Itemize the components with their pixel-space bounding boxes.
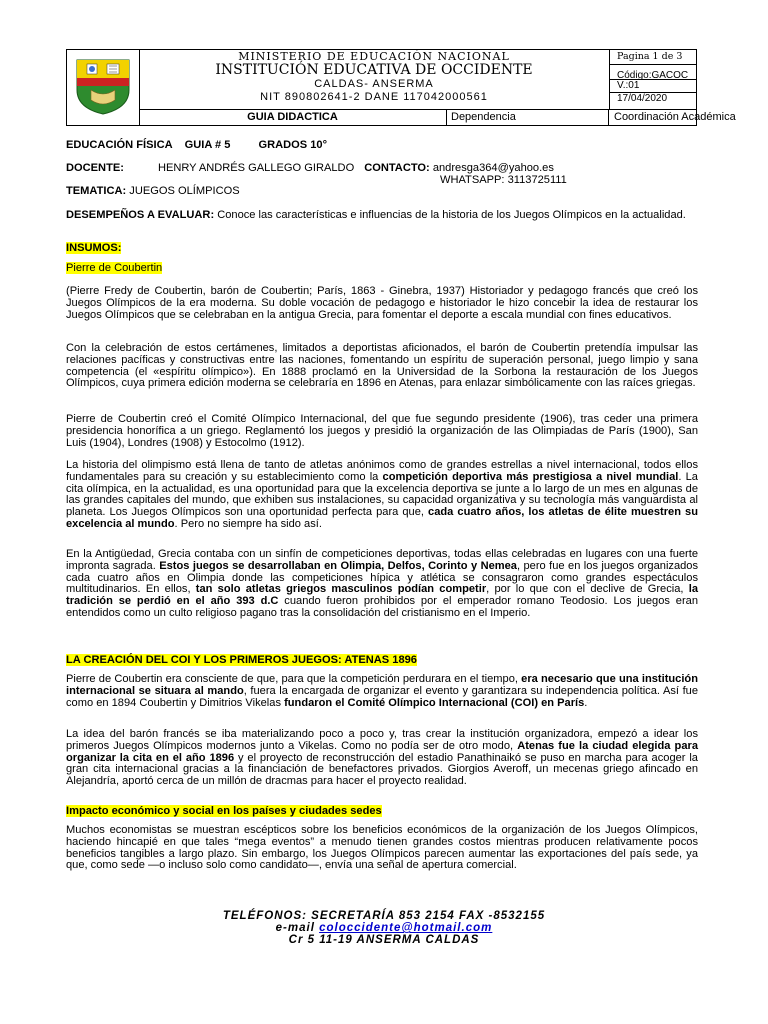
- p7-text: La idea del barón francés se iba materializando poco a poco y, tras crear la institución organizadora, empezó a idear los primeros Juegos Olímpicos modernos junto a Vikelas. Como no podía ser de otro modo,: [66, 728, 698, 752]
- guide-number: GUIA # 5: [184, 139, 231, 151]
- p6-text: Pierre de Coubertin era consciente de que, para que la competición perdurara en el tiempo,: [66, 673, 522, 685]
- p7-bold: Atenas fue la ciudad elegida para organizar la cita en el año 1896: [66, 739, 698, 764]
- paragraph-2: Con la celebración de estos certámenes, limitados a deportistas aficionados, el barón de Coubertin pretendía impulsar las relaciones pacíficas y constructivas entre las naciones, fomentando un espíritu de superación personal, juego limpio y sana competencia (el «espíritu olímpico»). En 1888 proclamó en la Universidad de la Sorbona la restauración de los Juegos Olímpicos, cuya primera edición moderna se celebraría en 1896 en Atenas, para enlazar simbólicamente con las raíces griegas.: [66, 342, 698, 390]
- p4-text: . Pero no siempre ha sido así.: [174, 517, 322, 530]
- theme: JUEGOS OLÍMPICOS: [129, 185, 240, 197]
- institution-location: CALDAS- ANSERMA: [314, 78, 434, 90]
- p4-bold: competición deportiva más prestigiosa a nivel mundial: [382, 470, 679, 483]
- coubertin-heading: Pierre de Coubertin: [66, 262, 163, 274]
- p4-text: La historia del olimpismo está llena de tanto de atletas anónimos como de grandes estrellas a nivel internacional, todos ellos fundamentales para su creación y su establecimiento como la: [66, 459, 698, 483]
- paragraph-4: [66, 460, 698, 531]
- teacher-label: DOCENTE:: [66, 162, 124, 174]
- teacher-whatsapp: WHATSAPP: 3113725111: [440, 174, 567, 186]
- teacher-line: [66, 163, 698, 175]
- teacher-email: andresga364@yahoo.es: [432, 162, 554, 174]
- header-table: [66, 49, 736, 126]
- inputs-heading: INSUMOS:: [66, 242, 122, 254]
- paragraph-6: [66, 674, 698, 709]
- header-institution-block: [139, 50, 610, 109]
- contact-label: CONTACTO:: [364, 162, 430, 174]
- footer-email-label: e-mail: [275, 922, 320, 934]
- logo-cell: [67, 50, 140, 126]
- document-code: Código:GACOC: [609, 65, 697, 80]
- header-doc-info: [609, 50, 697, 109]
- p6-text: .: [584, 696, 588, 709]
- paragraph-8: Muchos economistas se muestran escépticos sobre los beneficios económicos de la organización de los Juegos Olímpicos, haciendo hincapié en que tales “mega eventos” a menudo tienen grandes costos mientras producen relativamente pocos beneficios tangibles a largo plazo. Sin embargo, los Juegos Olímpicos parecen aumentar las exportaciones del país sede, ya que, como sede —o incluso solo como candidato—, envía una señal de apertura comercial.: [66, 824, 698, 872]
- p7-text: y el proyecto de reconstrucción del estadio Panathinaikó se puso en marcha para acoger la gran cita internacional gracias a la financiación de benefactores privados. Giorgios Averoff, un mecenas griego afincado en Alejandría, aportó cerca de un millón de dracmas para hacer el proyecto realidad.: [66, 751, 698, 788]
- theme-line: [66, 186, 698, 198]
- subject-line: [66, 140, 698, 152]
- page-number: Pagina 1 de 3: [609, 50, 697, 65]
- p5-text: , por lo que con el declive de Grecia,: [486, 583, 689, 596]
- document-date: 17/04/2020: [617, 93, 668, 104]
- grades: GRADOS 10°: [258, 139, 328, 151]
- institution-nit: NIT 890802641-2 DANE 117042000561: [260, 91, 488, 103]
- coordination-label: Coordinación Académica: [614, 111, 736, 123]
- document-version: V.:01: [609, 80, 697, 93]
- footer-address: Cr 5 11-19 ANSERMA CALDAS: [288, 934, 480, 946]
- p6-bold: fundaron el Comité Olímpico Internacional (COI) en París: [284, 696, 585, 709]
- coi-heading: LA CREACIÓN DEL COI Y LOS PRIMEROS JUEGOS: ATENAS 1896: [66, 654, 417, 666]
- paragraph-5: [66, 549, 698, 620]
- footer-phones: TELÉFONOS: SECRETARÍA 853 2154 FAX -8532155: [222, 910, 546, 922]
- subject: EDUCACIÓN FÍSICA: [66, 139, 173, 151]
- outcomes-paragraph: [66, 210, 698, 222]
- theme-label: TEMATICA:: [66, 185, 127, 197]
- coi-heading-line: [66, 655, 698, 667]
- p5-bold: Estos juegos se desarrollaban en Olimpia, Delfos, Corinto y Nemea: [159, 559, 517, 572]
- coubertin-heading-line: [66, 263, 698, 275]
- impact-heading: Impacto económico y social en los países y ciudades sedes: [66, 805, 382, 817]
- p6-bold: era necesario que una institución internacional se situara al mando: [66, 673, 698, 697]
- ministry-name: MINISTERIO DE EDUCACIÓN NACIONAL: [238, 50, 510, 63]
- p5-text: , pero fue en los juegos organizados cada cuatro años en Olimpia donde las competiciones hípica y atlética se consagraron como grandes espectáculos multitudinarios. En ellos,: [66, 559, 699, 596]
- p5-bold: tan solo atletas griegos masculinos podían competir: [195, 583, 487, 596]
- footer-email-line: [0, 922, 768, 934]
- p4-text: . La cita olímpica, en la actualidad, es una oportunidad para que la excelencia deportiva se junte a lo largo de un mes en algunas de las grandes capitales del mundo, que exhiben sus instalaciones, su capacidad organizativa y su tecnología más vanguardista al planeta. Los Juegos Olímpicos son una oportunidad perfecta para que,: [66, 470, 698, 519]
- paragraph-7: [66, 729, 698, 788]
- inputs-heading-line: [66, 243, 698, 255]
- footer-email-link[interactable]: coloccidente@hotmail.com: [319, 922, 493, 934]
- impact-heading-line: [66, 806, 698, 818]
- p5-bold: la tradición se perdió en el año 393 d.C: [66, 583, 698, 608]
- outcomes-text: Conoce las características e influencias de la historia de los Juegos Olímpicos en la actualidad.: [214, 209, 686, 221]
- outcomes-label: DESEMPEÑOS A EVALUAR:: [66, 209, 215, 221]
- dependency-label: Dependencia: [447, 109, 609, 126]
- guide-label: GUIA DIDACTICA: [139, 109, 447, 126]
- p5-text: En la Antigüedad, Grecia contaba con un sinfín de competiciones deportivas, todas ellas celebradas en lugares con una fuerte impronta sagrada.: [66, 548, 698, 572]
- p4-bold: cada cuatro años, los atletas de élite muestren su excelencia al mundo: [66, 506, 698, 530]
- paragraph-3: Pierre de Coubertin creó el Comité Olímpico Internacional, del que fue segundo presidente (1906), tras ceder una primera presidencia honorífica a un griego. Reglamentó los juegos y presidió la organización de las Olimpiadas de París (1900), San Luis (1904), Londres (1908) y Estocolmo (1912).: [66, 413, 698, 449]
- paragraph-1: (Pierre Fredy de Coubertin, barón de Coubertin; París, 1863 - Ginebra, 1937) Historiador y pedagogo francés que creó los Juegos Olímpicos de la era moderna. Su doble vocación de pedagogo e historiador le hizo concebir la idea de restaurar los Juegos Olímpicos que se celebraban en la antigua Grecia, para fomentar el deporte a escala mundial con fines educativos.: [66, 285, 698, 321]
- institution-name: INSTITUCIÓN EDUCATIVA DE OCCIDENTE: [215, 62, 533, 78]
- teacher-name: HENRY ANDRÉS GALLEGO GIRALDO: [157, 162, 355, 174]
- institution-shield-icon: [73, 56, 133, 116]
- p6-text: , fuera la encargada de organizar el evento y garantizara su independencia política. Así fue como en 1894 Coubertin y Dimitrios Vikelas: [66, 684, 698, 709]
- p5-text: cuando fueron prohibidos por el emperador romano Teodosio. Los juegos eran entendidos como un culto religioso pagano tras la consolidación del cristianismo en el Imperio.: [66, 595, 698, 619]
